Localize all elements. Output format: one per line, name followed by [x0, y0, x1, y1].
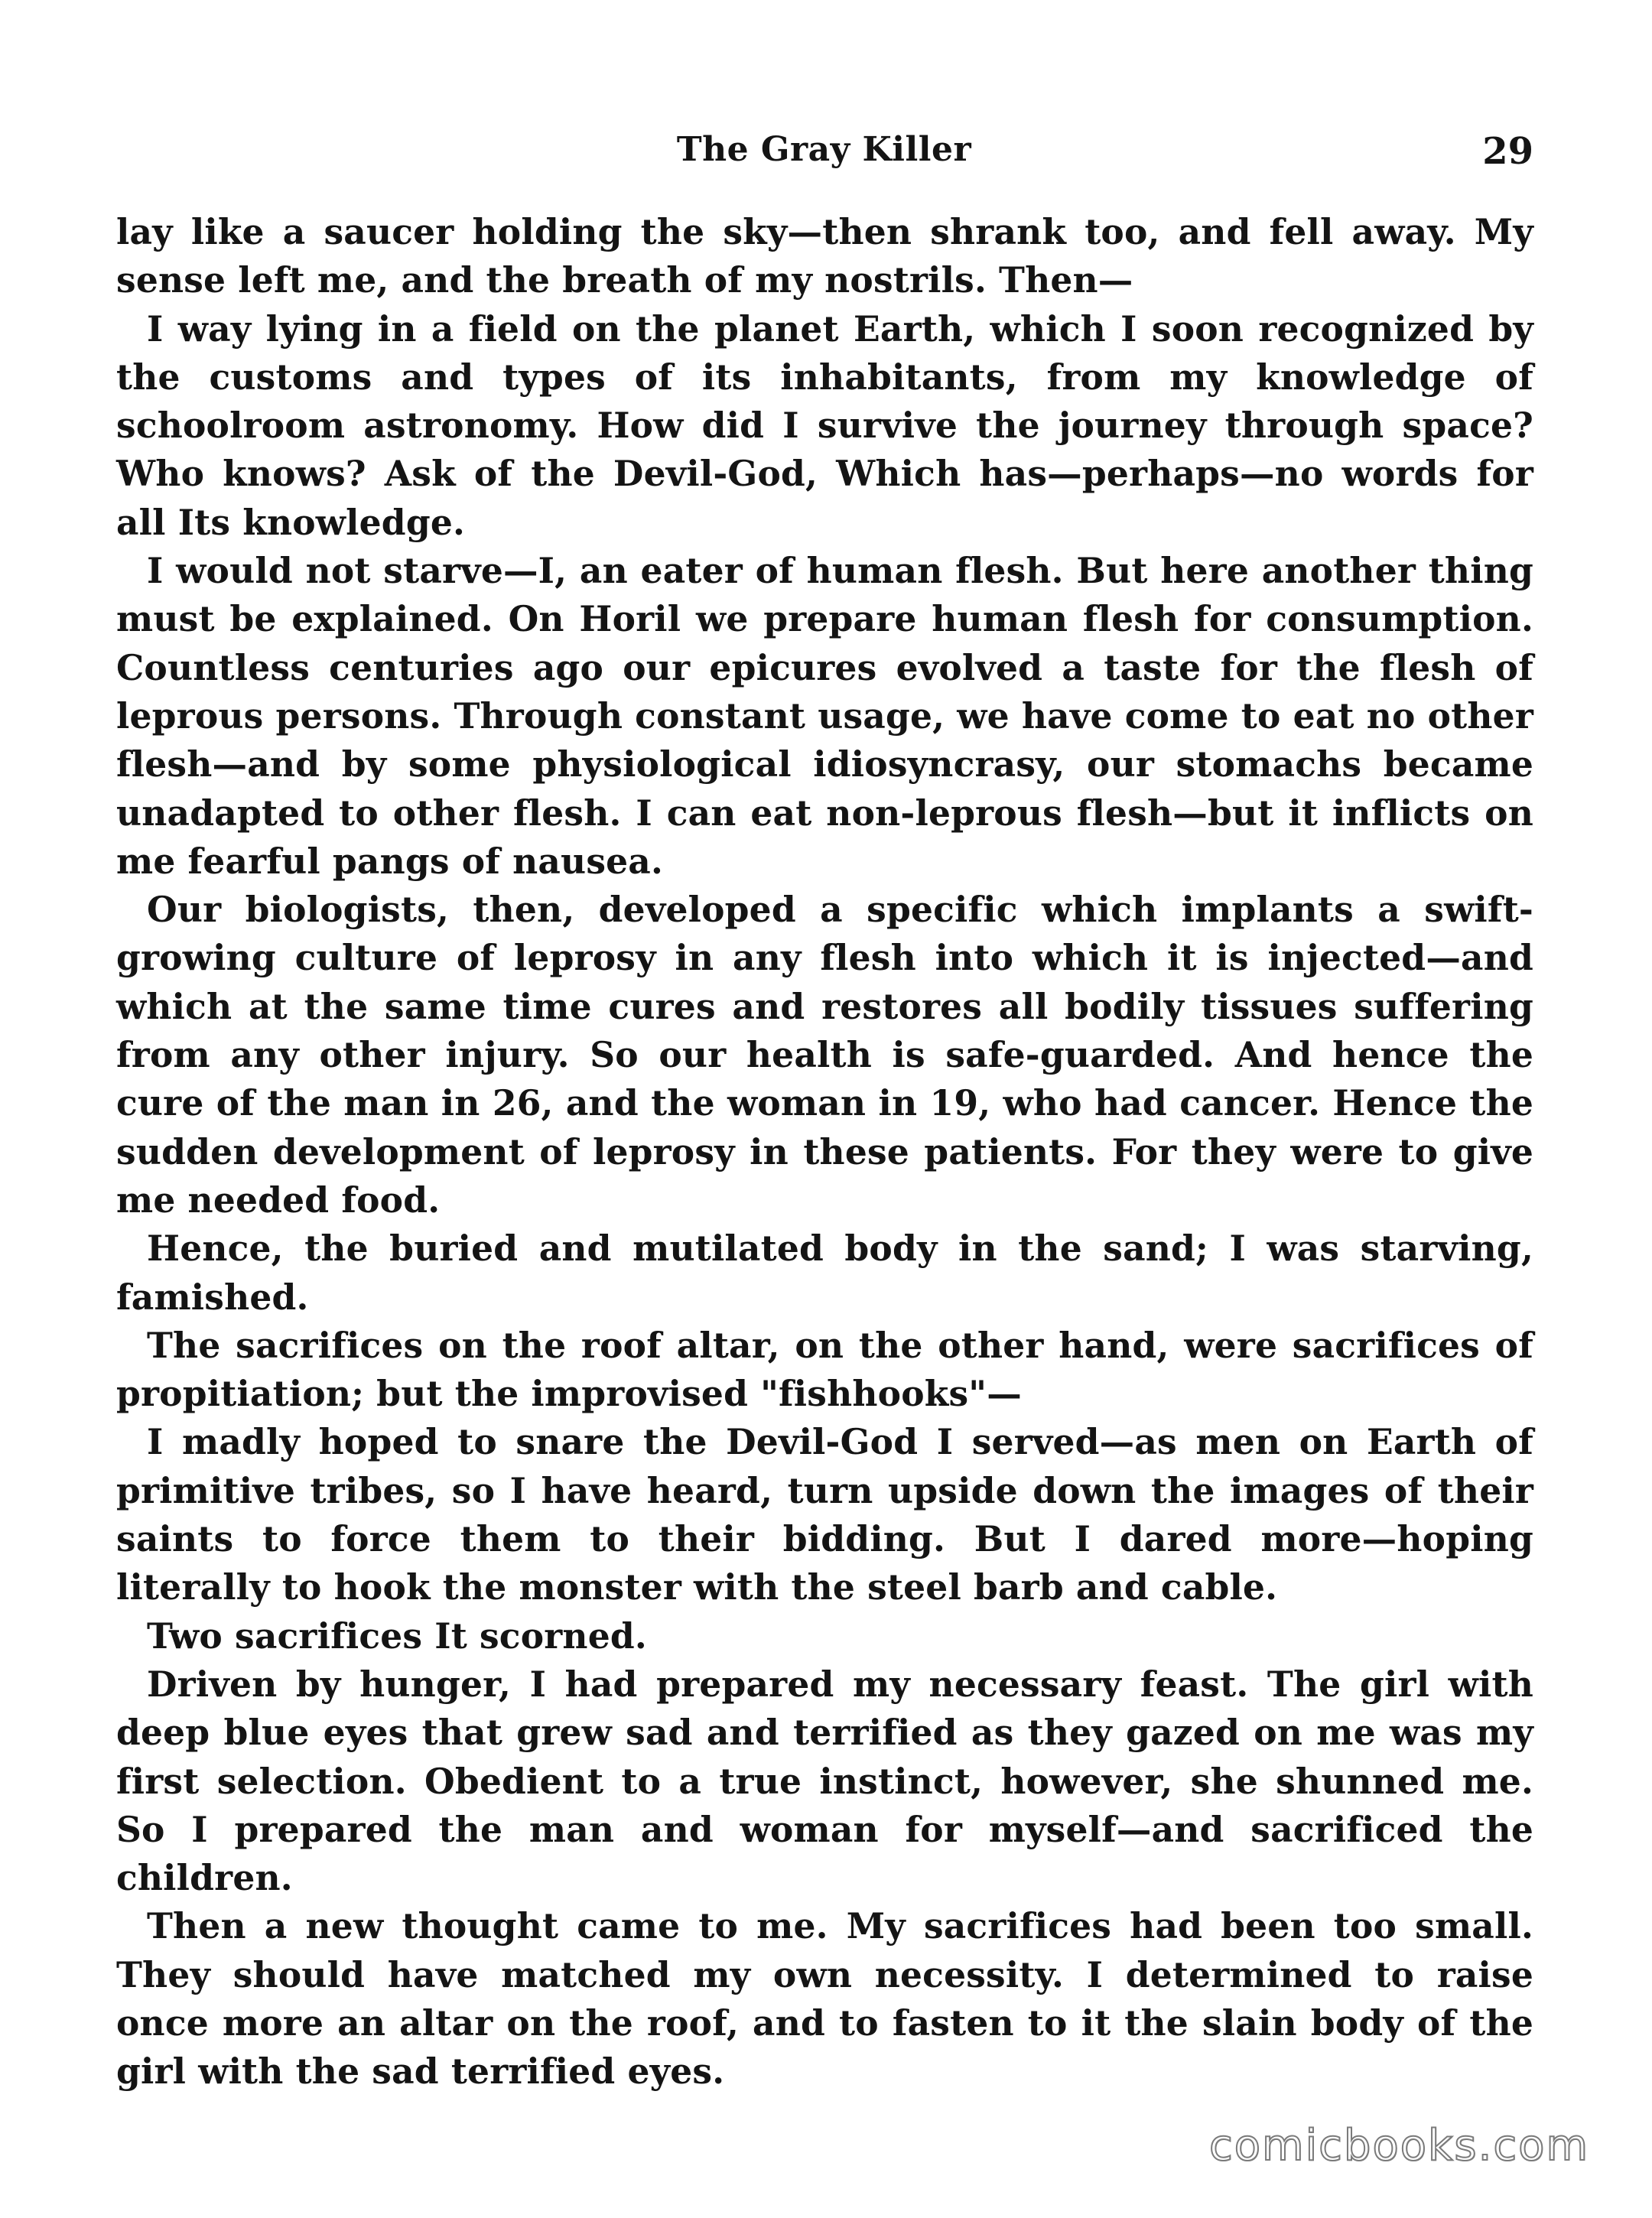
page-number: 29 — [1482, 130, 1533, 173]
paragraph: I way lying in a field on the planet Earth, which I soon recognized by the customs and types of its inhabitants, from my knowledge of schoolroom astronomy. How did I survive the journey through space? Who knows? Ask of the Devil-God, Which has—perhaps—no words for all Its knowledge. — [116, 307, 1533, 543]
paragraph: Then a new thought came to me. My sacrifices had been too small. They should have matched my own necessity. I determined to raise once more an altar on the roof, and to fasten to it the slain body of the girl with the sad terrified eyes. — [116, 1905, 1533, 2093]
body-text — [116, 208, 1533, 2096]
paragraph: Our biologists, then, developed a specific which implants a swift-growing culture of leprosy in any flesh into which it is injected—and which at the same time cures and restores all bodily tissues suffering from any other injury. So our health is safe-guarded. And hence the cure of the man in 26, and the woman in 19, who had cancer. Hence the sudden development of leprosy in these patients. For they were to give me needed food. — [116, 889, 1533, 1221]
paragraph: I would not starve—I, an eater of human flesh. But here another thing must be explained. On Horil we prepare human flesh for consumption. Countless centuries ago our epicures evolved a taste for the flesh of leprous persons. Through constant usage, we have come to eat no other flesh—and by some physiological idiosyncrasy, our stomachs became unadapted to other flesh. I can eat non-leprous flesh—but it inflicts on me fearful pangs of nausea. — [116, 550, 1533, 882]
watermark: comicbooks.com — [1208, 2121, 1589, 2171]
running-title: The Gray Killer — [676, 130, 972, 169]
paragraph: Two sacrifices It scorned. — [147, 1615, 647, 1657]
page-header — [115, 122, 1533, 184]
paragraph: lay like a saucer holding the sky—then shrank too, and fell away. My sense left me, and the breath of my nostrils. Then— — [116, 211, 1533, 301]
paragraph: I madly hoped to snare the Devil-God I served—as men on Earth of primitive tribes, so I have heard, turn upside down the images of their saints to force them to their bidding. But I dared more—hoping literally to hook the monster with the steel barb and cable. — [116, 1421, 1533, 1608]
paragraph: The sacrifices on the roof altar, on the other hand, were sacrifices of propitiation; but the improvised "fishhooks"— — [116, 1324, 1533, 1415]
paragraph: Driven by hunger, I had prepared my necessary feast. The girl with deep blue eyes that grew sad and terrified as they gazed on me was my first selection. Obedient to a true instinct, however, she shunned me. So I prepared the man and woman for myself—and sacrificed the children. — [116, 1663, 1533, 1899]
paragraph: Hence, the buried and mutilated body in the sand; I was starving, famished. — [116, 1228, 1533, 1318]
